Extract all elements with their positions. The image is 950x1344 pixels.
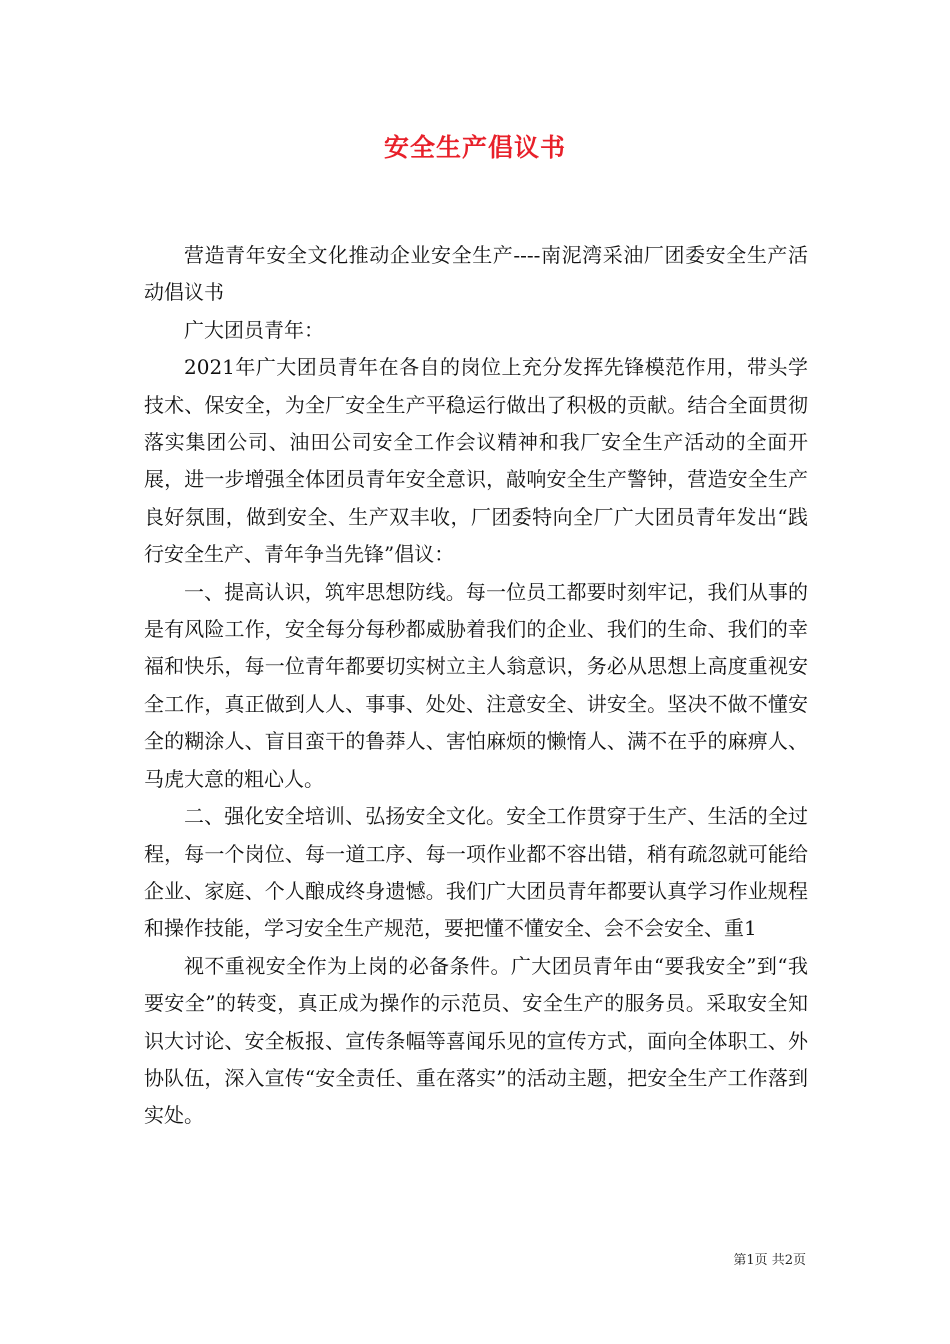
point-one-paragraph: 一、提高认识，筑牢思想防线。每一位员工都要时刻牢记，我们从事的是有风险工作，安全每分每秒都威胁着我们的企业、我们的生命、我们的幸福和快乐，每一位青年都要切实树立主人翁意识，务必从思想上高度重视安全工作，真正做到人人、事事、处处、注意安全、讲安全。坚决不做不懂安全的糊涂人、盲目蛮干的鲁莽人、害怕麻烦的懒惰人、满不在乎的麻痹人、马虎大意的粗心人。 [144, 579, 808, 791]
continuation-paragraph: 视不重视安全作为上岗的必备条件。广大团员青年由“要我安全”到“我要安全”的转变，真正成为操作的示范员、安全生产的服务员。采取安全知识大讨论、安全板报、宣传条幅等喜闻乐见的宣传方式，面向全体职工、外协队伍，深入宣传“安全责任、重在落实”的活动主题，把安全生产工作落到实处。 [144, 953, 808, 1128]
page-number-footer: 第1页 共2页 [733, 1253, 806, 1268]
document-title: 安全生产倡议书 [383, 133, 566, 162]
salutation-paragraph: 广大团员青年： [184, 317, 324, 342]
intro-paragraph: 2021年广大团员青年在各自的岗位上充分发挥先锋模范作用，带头学技术、保安全，为全厂安全生产平稳运行做出了积极的贡献。结合全面贯彻落实集团公司、油田公司安全工作会议精神和我厂安全生产活动的全面开展，进一步增强全体团员青年安全意识，敲响安全生产警钟，营造安全生产良好氛围，做到安全、生产双丰收，厂团委特向全厂广大团员青年发出“践行安全生产、青年争当先锋”倡议： [144, 355, 808, 567]
document-body [144, 237, 808, 1135]
subtitle-paragraph: 营造青年安全文化推动企业安全生产----南泥湾采油厂团委安全生产活动倡议书 [144, 243, 808, 305]
point-two-paragraph: 二、强化安全培训、弘扬安全文化。安全工作贯穿于生产、生活的全过程，每一个岗位、每一道工序、每一项作业都不容出错，稍有疏忽就可能给企业、家庭、个人酿成终身遗憾。我们广大团员青年都要认真学习作业规程和操作技能，学习安全生产规范，要把懂不懂安全、会不会安全、重1 [144, 804, 808, 941]
